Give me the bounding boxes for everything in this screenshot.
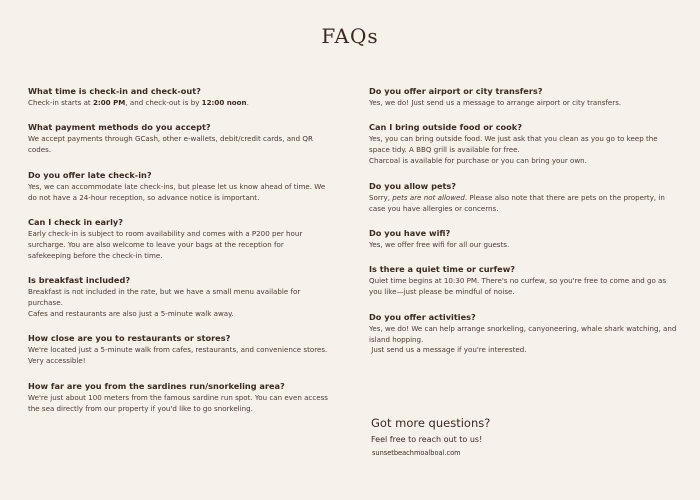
faq-answer: Yes, we do! Just send us a message to arrange airport or city transfers. — [369, 98, 622, 107]
faq-question: Do you have wifi? — [369, 227, 451, 238]
contact-subtext: Feel free to reach out to us! — [371, 435, 483, 444]
faq-early-checkin — [28, 217, 328, 262]
faq-answer: Check-in starts at 2:00 PM, and check-out is by 12:00 noon. — [28, 98, 249, 107]
faq-column-left — [28, 86, 328, 428]
faq-answer: Breakfast is not included in the rate, but we have a small menu available for purchase. Cafes and restaurants are also just a 5-minute walk away. — [28, 287, 301, 319]
faq-restaurants-stores — [28, 333, 328, 367]
faq-checkin-checkout — [28, 86, 328, 109]
faq-column-right — [369, 86, 679, 370]
faq-question: How far are you from the sardines run/snorkeling area? — [28, 380, 285, 391]
faq-answer: We accept payments through GCash, other e-wallets, debit/credit cards, and QR codes. — [28, 134, 313, 155]
faq-payment-methods — [28, 122, 328, 156]
faq-sardines-run — [28, 381, 328, 415]
faq-question: Do you offer activities? — [369, 311, 476, 322]
faq-question: What time is check-in and check-out? — [28, 86, 201, 96]
faq-late-checkin — [28, 170, 328, 204]
faq-question: Do you offer airport or city transfers? — [369, 86, 543, 96]
website-link[interactable]: sunsetbeachmoalboal.com — [372, 449, 461, 457]
contact-heading: Got more questions? — [371, 416, 491, 430]
faq-breakfast — [28, 275, 328, 320]
faq-answer: Early check-in is subject to room availability and comes with a P200 per hour surcharge. You are also welcome to leave your bags at the reception for safekeeping before the check-in time. — [28, 229, 303, 260]
faq-answer: Yes, we can accommodate late check-ins, but please let us know ahead of time. We do not have a 24-hour reception, so advance notice is important. — [28, 181, 326, 202]
faq-answer: Yes, you can bring outside food. We just ask that you clean as you go to keep the space tidy. A BBQ grill is available for free. Charcoal is available for purchase or you can bring your own. — [369, 134, 658, 166]
contact-section — [371, 416, 490, 458]
faq-answer: We're located just a 5-minute walk from cafes, restaurants, and convenience stores. Very accessible! — [28, 345, 328, 366]
faq-answer: Yes, we do! We can help arrange snorkeling, canyoneering, whale shark watching, and island hopping. Just send us a message if you're interested. — [369, 323, 677, 355]
faq-answer: We're just about 100 meters from the famous sardine run spot. You can even access the sea directly from our property if you'd like to go snorkeling. — [28, 392, 328, 413]
faq-question: Is breakfast included? — [28, 275, 131, 286]
faq-outside-food — [369, 122, 679, 167]
checkout-time: 12:00 noon — [201, 98, 247, 107]
faq-question: How close are you to restaurants or stores? — [28, 333, 231, 344]
faq-question: Is there a quiet time or curfew? — [369, 264, 516, 275]
faq-transfers — [369, 86, 679, 109]
pets-not-allowed: pets are not allowed — [392, 192, 465, 202]
faq-activities — [369, 312, 679, 357]
faq-pets — [369, 181, 679, 215]
faq-wifi — [369, 228, 679, 251]
faq-question: Can I bring outside food or cook? — [369, 122, 522, 133]
faq-answer: Sorry, pets are not allowed. Please also note that there are pets on the property, in case you have allergies or concerns. — [369, 192, 665, 213]
faq-quiet-time — [369, 264, 679, 298]
faq-answer: Quiet time begins at 10:30 PM. There's no curfew, so you're free to come and go as you like—just please be mindful of noise. — [369, 276, 667, 297]
page-title: FAQs — [321, 24, 379, 48]
faq-question: Do you offer late check-in? — [28, 169, 152, 180]
checkin-time: 2:00 PM — [92, 98, 126, 107]
faq-question: Do you allow pets? — [369, 180, 457, 191]
faq-question: What payment methods do you accept? — [28, 122, 211, 133]
faq-question: Can I check in early? — [28, 217, 123, 228]
faq-answer: Yes, we offer free wifi for all our guests. — [369, 239, 510, 249]
